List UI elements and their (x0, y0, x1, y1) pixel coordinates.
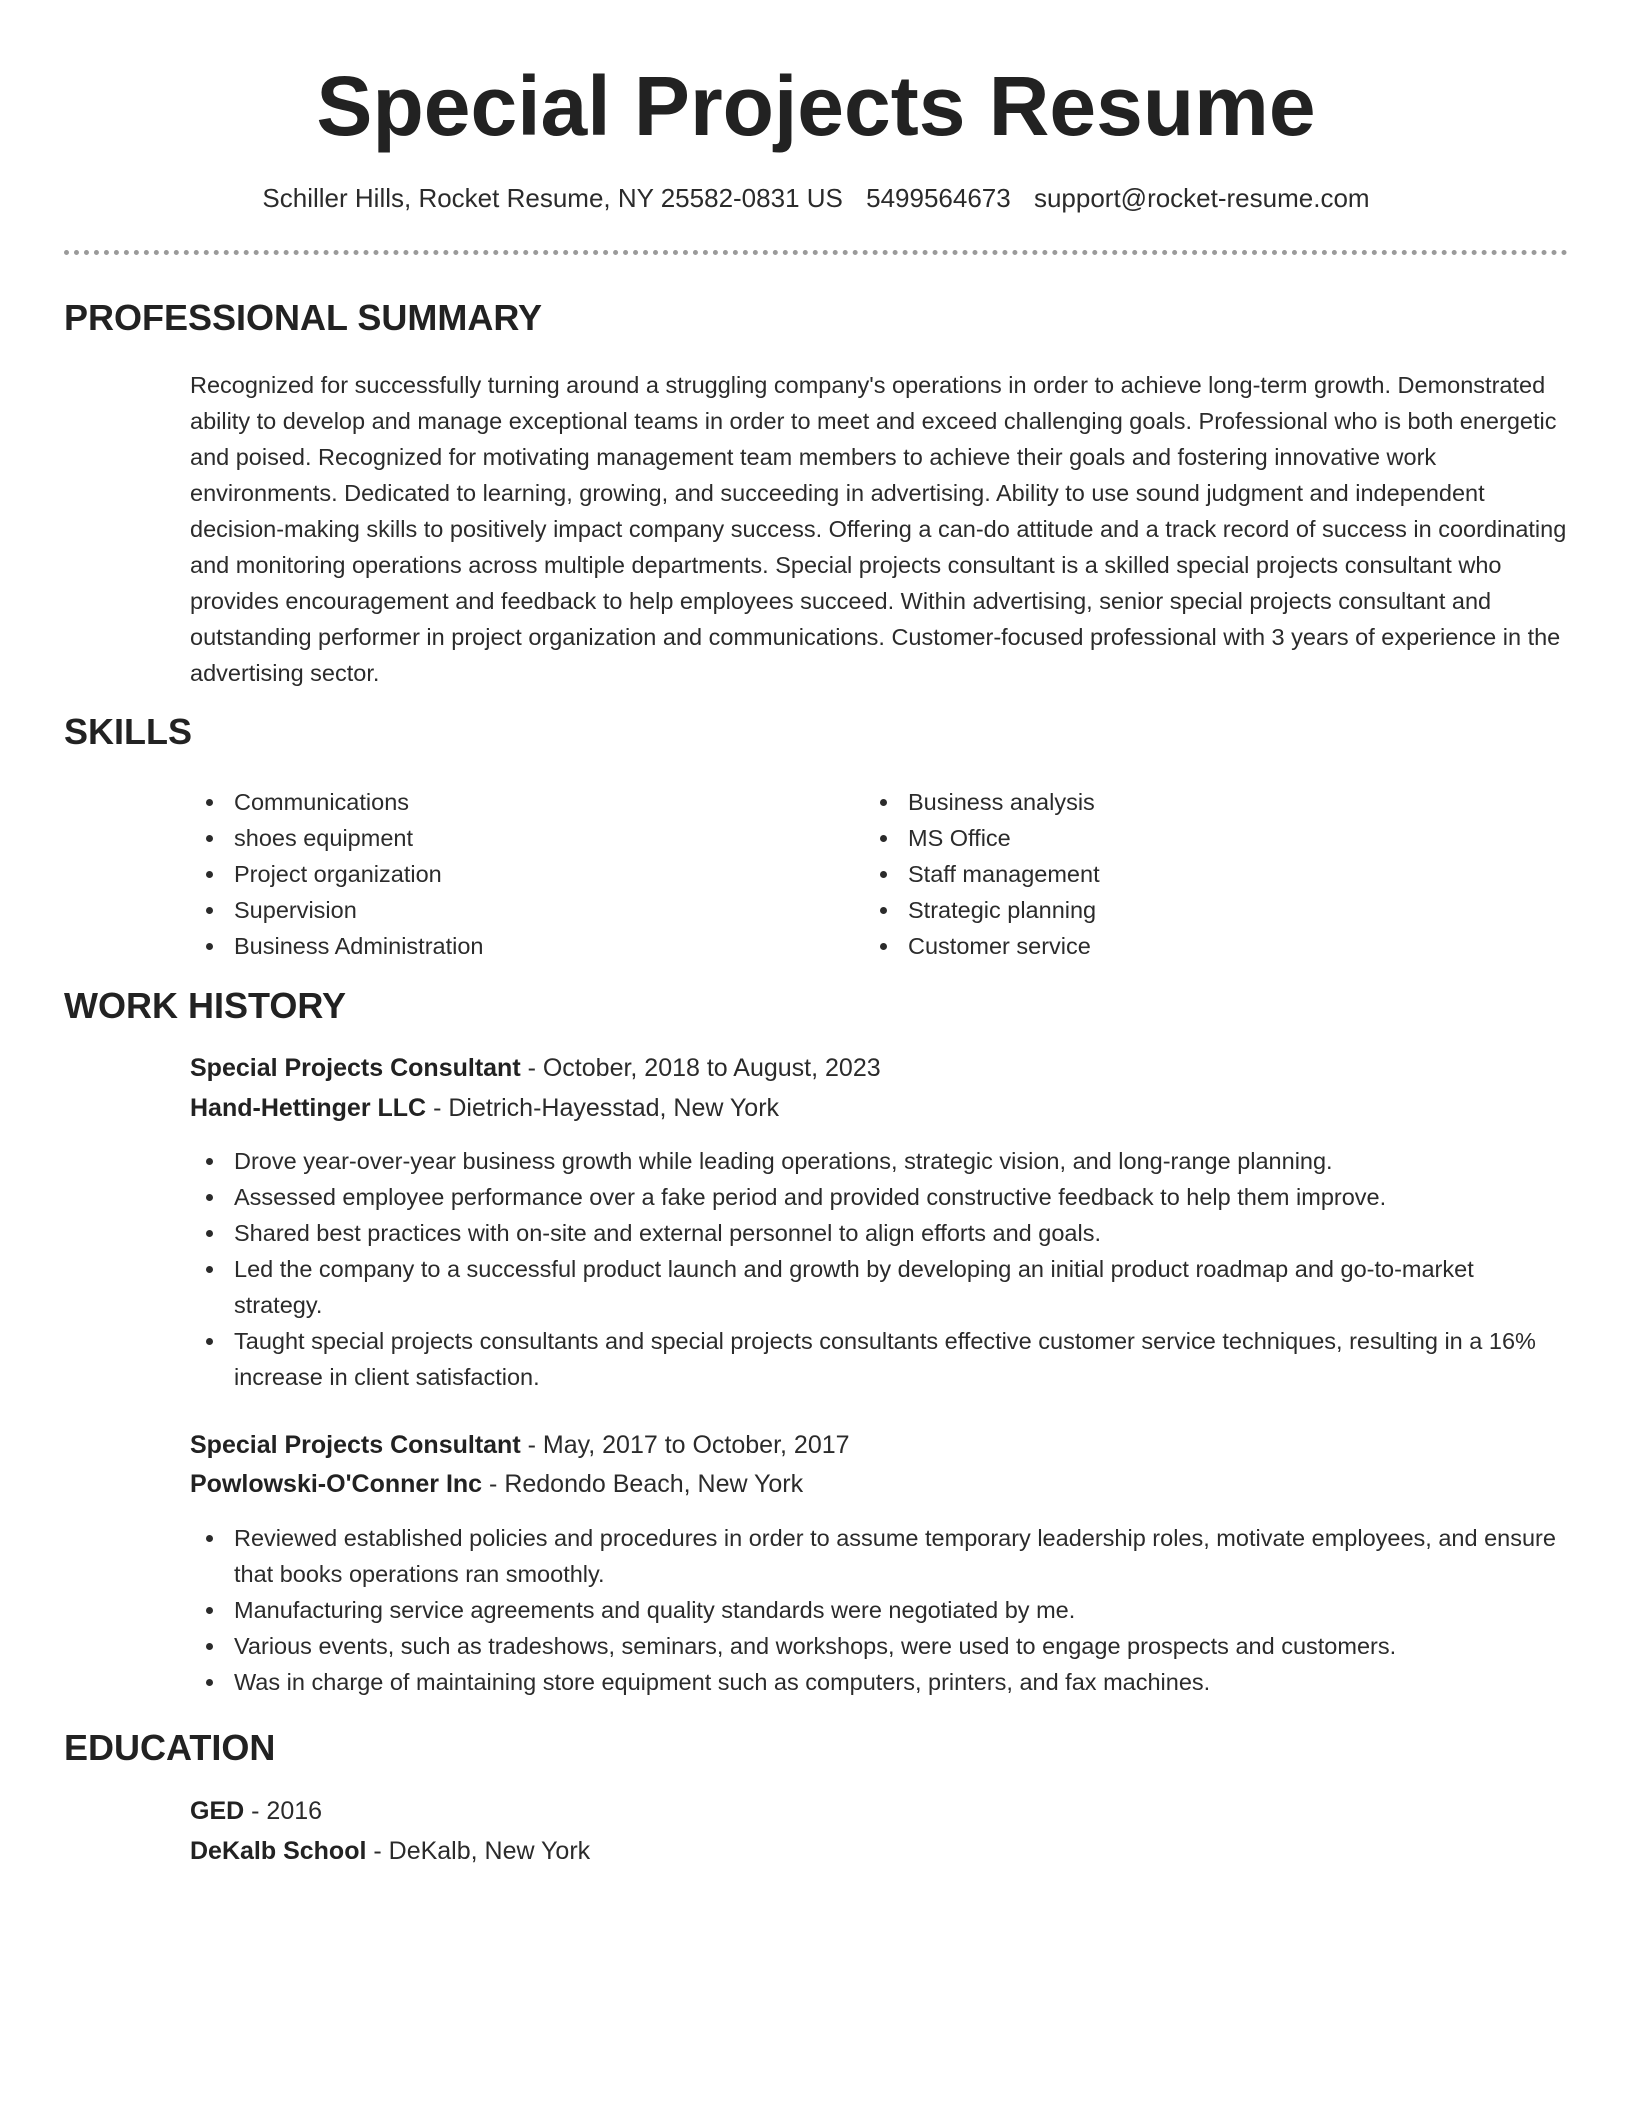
job-title-line (190, 1427, 850, 1463)
job-bullet: Led the company to a successful product launch and growth by developing an initial product roadmap and go-to-market strategy. (190, 1251, 1568, 1323)
job-bullet: Shared best practices with on-site and external personnel to align efforts and goals. (190, 1215, 1568, 1251)
education-school-line (190, 1833, 590, 1869)
job-role: Special Projects Consultant (190, 1431, 521, 1459)
job-dates: - October, 2018 to August, 2023 (527, 1054, 881, 1082)
education-school: DeKalb School (190, 1837, 367, 1865)
skill-item: MS Office (864, 820, 1504, 856)
skill-item: shoes equipment (190, 820, 830, 856)
skill-item: Staff management (864, 856, 1504, 892)
section-title-work: WORK HISTORY (64, 985, 347, 1026)
job-bullet: Taught special projects consultants and special projects consultants effective customer service techniques, resulting in a 16% increase in client satisfaction. (190, 1323, 1568, 1395)
job-bullets (190, 1520, 1568, 1700)
skill-item: Business Administration (190, 928, 830, 964)
job-bullet: Drove year-over-year business growth while leading operations, strategic vision, and long-range planning. (190, 1143, 1568, 1179)
job-bullet: Manufacturing service agreements and quality standards were negotiated by me. (190, 1592, 1568, 1628)
job-location: - Redondo Beach, New York (489, 1470, 804, 1498)
skill-item: Business analysis (864, 784, 1504, 820)
resume-title: Special Projects Resume (316, 59, 1316, 153)
education-year: - 2016 (251, 1797, 323, 1825)
job-title-line (190, 1050, 881, 1086)
job-bullet: Assessed employee performance over a fake period and provided constructive feedback to help them improve. (190, 1179, 1568, 1215)
education-degree: GED (190, 1797, 245, 1825)
skills-list-left (190, 784, 830, 964)
summary-text: Recognized for successfully turning around a struggling company's operations in order to achieve long-term growth. Demonstrated ability to develop and manage exceptional teams in order to meet and exceed challenging goals. Professional who is both energetic and poised. Recognized for motivating management team members to achieve their goals and fostering innovative work environments. Dedicated to learning, growing, and succeeding in advertising. Ability to use sound judgment and independent decision-making skills to positively impact company success. Offering a can-do attitude and a track record of success in coordinating and monitoring operations across multiple departments. Special projects consultant is a skilled special projects consultant who provides encouragement and feedback to help employees succeed. Within advertising, senior special projects consultant and outstanding performer in project organization and communications. Customer-focused professional with 3 years of experience in the advertising sector. (190, 372, 1567, 686)
section-title-summary: PROFESSIONAL SUMMARY (64, 297, 543, 338)
skills-list-right (864, 784, 1504, 964)
skill-item: Customer service (864, 928, 1504, 964)
job-bullets (190, 1143, 1568, 1395)
section-title-education: EDUCATION (64, 1727, 276, 1768)
education-location: - DeKalb, New York (373, 1837, 591, 1865)
job-bullet: Various events, such as tradeshows, seminars, and workshops, were used to engage prospects and customers. (190, 1628, 1568, 1664)
education-degree-line (190, 1793, 322, 1829)
skill-item: Strategic planning (864, 892, 1504, 928)
contact-phone: 5499564673 (866, 183, 1011, 213)
job-role: Special Projects Consultant (190, 1054, 521, 1082)
skill-item: Communications (190, 784, 830, 820)
section-title-skills: SKILLS (64, 711, 193, 752)
job-bullet: Reviewed established policies and procedures in order to assume temporary leadership roles, motivate employees, and ensure that books operations ran smoothly. (190, 1520, 1568, 1592)
skill-item: Supervision (190, 892, 830, 928)
job-location: - Dietrich-Hayesstad, New York (433, 1094, 780, 1122)
contact-email: support@rocket-resume.com (1033, 183, 1370, 213)
job-company-line (190, 1090, 779, 1126)
job-company: Hand-Hettinger LLC (190, 1094, 427, 1122)
job-dates: - May, 2017 to October, 2017 (527, 1431, 850, 1459)
job-bullet: Was in charge of maintaining store equipment such as computers, printers, and fax machines. (190, 1664, 1568, 1700)
header-divider (64, 250, 1568, 255)
contact-line (0, 181, 1632, 215)
job-company-line (190, 1466, 803, 1502)
job-company: Powlowski-O'Conner Inc (190, 1470, 483, 1498)
skill-item: Project organization (190, 856, 830, 892)
contact-address: Schiller Hills, Rocket Resume, NY 25582-0831 US (262, 183, 843, 213)
